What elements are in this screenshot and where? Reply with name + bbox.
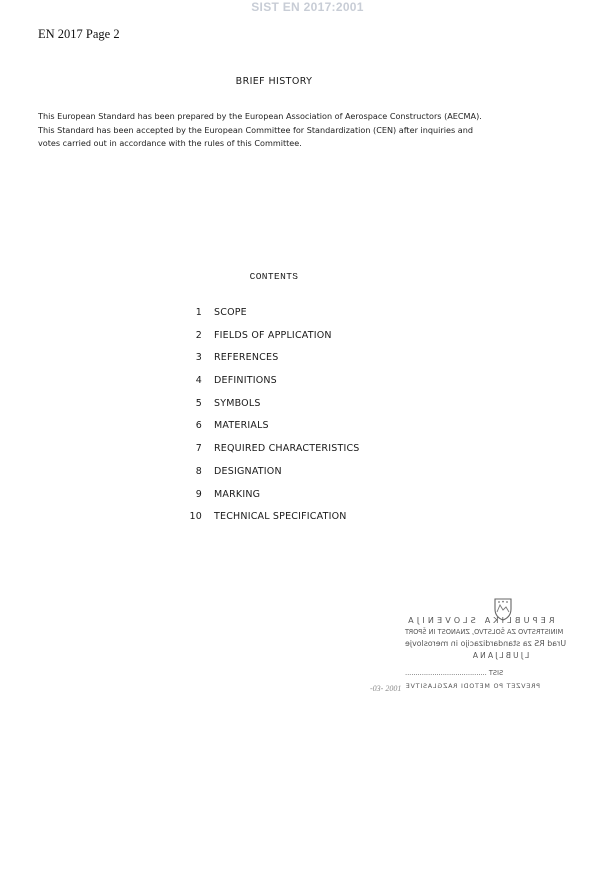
toc-number: 3 — [195, 352, 202, 364]
toc-title: REQUIRED CHARACTERISTICS — [214, 443, 360, 455]
history-line: This Standard has been accepted by the European Committee for Standardization (CEN) after inquiries and — [38, 124, 473, 135]
toc-entry — [180, 307, 500, 330]
contents-heading: CONTENTS — [249, 271, 299, 282]
stamp-ministry: MINISTRSTVO ZA ŠOLSTVO, ZNANOST IN ŠPORT — [405, 628, 564, 636]
document-watermark: SIST EN 2017:2001 — [251, 0, 364, 14]
toc-title: DESIGNATION — [214, 465, 282, 477]
brief-history-heading: BRIEF HISTORY — [235, 76, 313, 87]
toc-title: MATERIALS — [214, 420, 269, 432]
toc-number: 5 — [195, 397, 202, 409]
toc-title: SYMBOLS — [214, 397, 261, 409]
page-header: EN 2017 Page 2 — [38, 27, 120, 41]
toc-entry — [180, 352, 500, 375]
stamp-sist-line: SIST ....................................... — [405, 669, 504, 677]
toc-number: 4 — [195, 375, 202, 387]
history-line: This European Standard has been prepared by the European Association of Aerospace Constructors (AECMA). — [38, 111, 482, 121]
stamp-office: Urad RS za standardizacijo in meroslovje — [405, 639, 567, 648]
toc-entry — [180, 443, 500, 466]
toc-number: 10 — [189, 511, 202, 523]
toc-title: SCOPE — [214, 307, 247, 318]
stamp-country: REPUBLIKA SLOVENIJA — [405, 616, 555, 625]
toc-number: 8 — [195, 465, 202, 477]
toc-number: 7 — [195, 443, 202, 455]
toc-number: 9 — [195, 488, 202, 500]
table-of-contents — [180, 307, 500, 534]
toc-entry — [180, 420, 500, 443]
toc-number: 2 — [195, 329, 202, 341]
toc-entry — [180, 375, 500, 398]
brief-history-text — [38, 110, 518, 151]
toc-entry — [180, 398, 500, 421]
toc-title: REFERENCES — [214, 352, 279, 364]
toc-title: TECHNICAL SPECIFICATION — [214, 511, 347, 523]
toc-entry — [180, 489, 500, 512]
toc-title: MARKING — [214, 488, 261, 500]
toc-title: FIELDS OF APPLICATION — [214, 329, 332, 341]
stamp-method: PREVZET PO METODI RAZGLASITVE — [405, 683, 541, 690]
toc-title: DEFINITIONS — [214, 375, 277, 387]
mirrored-stamp — [405, 596, 595, 706]
toc-entry — [180, 466, 500, 489]
toc-number: 1 — [195, 307, 202, 318]
toc-entry — [180, 330, 500, 353]
stamp-date-mark: -03- 2001 — [370, 684, 402, 693]
stamp-city: LJUBLJANA — [470, 651, 530, 660]
toc-number: 6 — [195, 420, 202, 432]
history-line: votes carried out in accordance with the rules of this Committee. — [38, 138, 302, 148]
toc-entry — [180, 511, 500, 534]
